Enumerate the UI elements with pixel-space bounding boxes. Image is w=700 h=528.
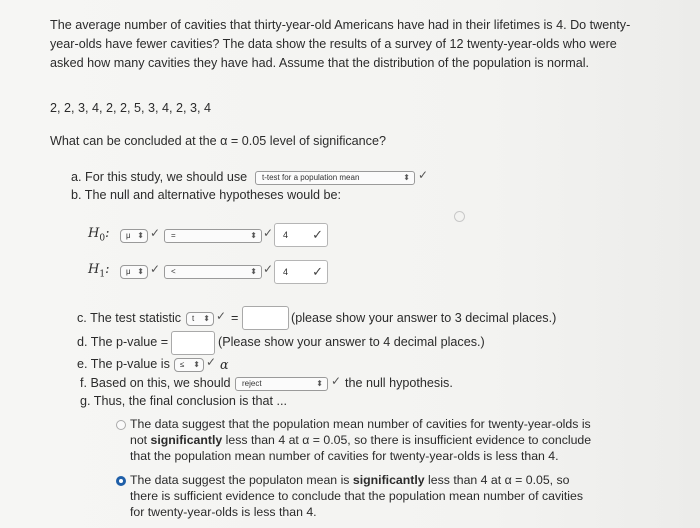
option-2-text[interactable]: The data suggest the populaton mean is significantly less than 4 at α = 0.05, so there is sufficient evidence to conclude that the population mean number of cavities for twenty-year-olds is less than 4. <box>130 473 583 519</box>
h0-param-select[interactable]: μ ⬍ <box>120 229 148 243</box>
check-icon: ✓ <box>263 226 274 240</box>
question-text: What can be concluded at the α = 0.05 level of significance? <box>50 134 386 148</box>
circle-icon <box>454 211 465 222</box>
h1-value-input[interactable]: 4 ✓ <box>274 260 328 284</box>
check-icon: ✓ <box>263 262 274 276</box>
test-statistic-input[interactable] <box>242 306 289 330</box>
test-type-value: t-test for a population mean <box>262 173 360 182</box>
test-statistic-select[interactable]: t ⬍ <box>186 312 214 326</box>
part-c-note: (please show your answer to 3 decimal places.) <box>291 311 557 325</box>
check-icon: ✓ <box>216 309 227 323</box>
h0-operator-select[interactable]: = ⬍ <box>164 229 262 243</box>
h0-label: $H_0$: <box>88 226 110 244</box>
part-f-after: the null hypothesis. <box>345 376 453 390</box>
check-icon: ✓ <box>150 226 161 240</box>
updown-arrow-icon: ⬍ <box>403 173 410 182</box>
p-value-compare-select[interactable]: ≤ ⬍ <box>174 358 204 372</box>
option-2-radio[interactable] <box>116 476 126 486</box>
part-b-label: b. The null and alternative hypotheses would be: <box>71 188 342 202</box>
h1-label: $H_1$: <box>88 262 110 280</box>
p-value-input[interactable] <box>171 331 215 355</box>
updown-arrow-icon: ⬍ <box>250 267 257 276</box>
h1-param-select[interactable]: μ ⬍ <box>120 265 148 279</box>
option-1-text[interactable]: The data suggest that the population mean number of cavities for twenty-year-olds is not significantly less than 4 at α = 0.05, so there is insufficient evidence to conclude that the population mean number of cavities for twenty-year-olds is less than 4. <box>130 417 592 463</box>
test-type-select[interactable] <box>255 171 415 185</box>
option-1-radio[interactable] <box>116 420 126 430</box>
check-icon: ✓ <box>312 227 323 242</box>
h1-operator-select[interactable]: < ⬍ <box>164 265 262 279</box>
data-values: 2, 2, 3, 4, 2, 2, 5, 3, 4, 2, 3, 4 <box>50 101 212 115</box>
part-g-label: g. Thus, the final conclusion is that ... <box>80 394 287 408</box>
part-c-label: c. The test statistic <box>77 311 182 325</box>
part-e-label: e. The p-value is <box>77 357 170 371</box>
alpha-symbol: α <box>220 357 229 372</box>
h0-value-input[interactable]: 4 ✓ <box>274 223 328 247</box>
check-icon: ✓ <box>418 168 429 182</box>
equals-sign: = <box>231 311 239 325</box>
check-icon: ✓ <box>331 374 342 388</box>
problem-intro: The average number of cavities that thirty-year-old Americans have had in their lifetimes is 4. Do twenty-year-olds have fewer cavities? The data show the results of a survey of 12 twenty-year-olds who were asked how many cavities they have had. Assume that the distribution of the population is normal. <box>50 18 631 70</box>
decision-select[interactable]: reject ⬍ <box>235 377 328 391</box>
check-icon: ✓ <box>312 264 323 279</box>
check-icon: ✓ <box>206 355 217 369</box>
updown-arrow-icon: ⬍ <box>137 267 144 276</box>
updown-arrow-icon: ⬍ <box>250 231 257 240</box>
updown-arrow-icon: ⬍ <box>203 314 210 323</box>
part-a-label: a. For this study, we should use <box>71 170 248 184</box>
updown-arrow-icon: ⬍ <box>316 379 323 388</box>
part-d-note: (Please show your answer to 4 decimal places.) <box>218 335 485 349</box>
updown-arrow-icon: ⬍ <box>193 360 200 369</box>
part-f-label: f. Based on this, we should <box>80 376 231 390</box>
part-d-label: d. The p-value = <box>77 335 169 349</box>
check-icon: ✓ <box>150 262 161 276</box>
updown-arrow-icon: ⬍ <box>137 231 144 240</box>
